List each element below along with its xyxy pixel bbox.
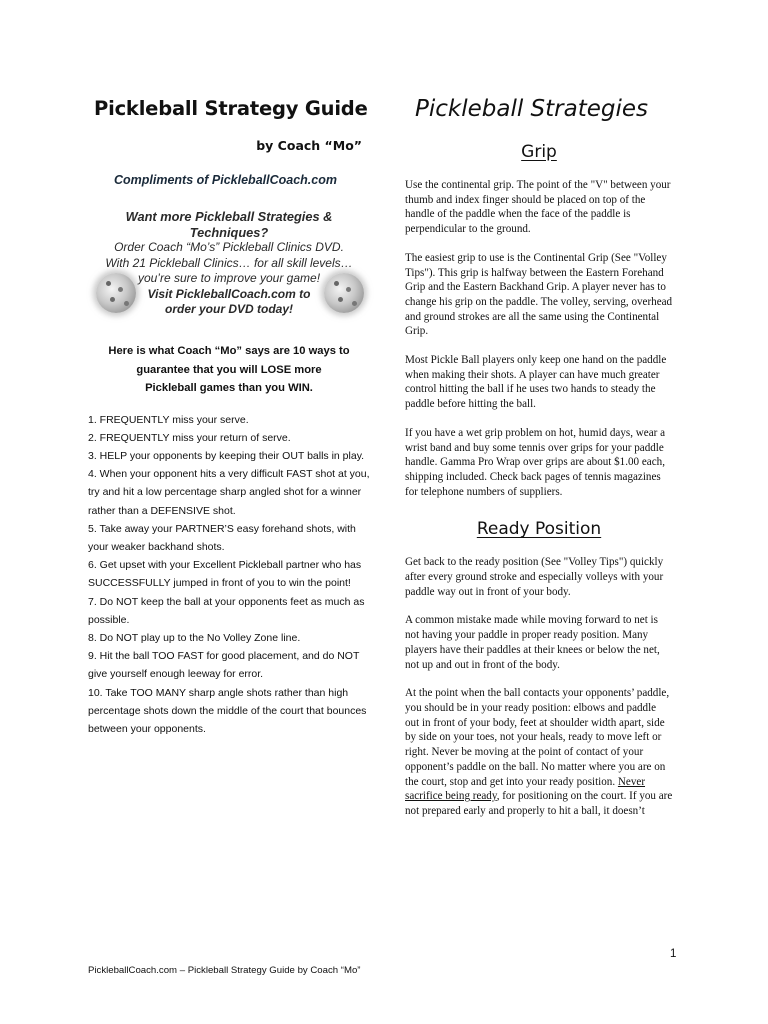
intro-line: guarantee that you will LOSE more [136,363,322,376]
grip-paragraph: If you have a wet grip problem on hot, humid days, wear a wrist band and buy some tennis over grips for your paddle handle. Gamma Pro Wrap over grips are about $1.00 each, shipping included. Check back pages of tennis magazines for telephone numbers of suppliers. [405,426,666,498]
list-item: 1. FREQUENTLY miss your serve. [88,413,249,426]
strategies-title: Pickleball Strategies [415,96,649,122]
ready-position-heading: Ready Position [476,519,602,540]
never-sacrifice-emphasis: Never sacrifice being ready [405,775,646,803]
promo-line: Want more Pickleball Strategies & Techniques? [125,209,333,240]
pickleball-ball-icon [96,273,136,313]
list-item: 7. Do NOT keep the ball at your opponents feet as much as possible. [88,595,365,626]
intro-line: Pickleball games than you WIN. [145,382,313,394]
grip-paragraph: The easiest grip to use is the Continental Grip (See "Volley Tips"). This grip is halfway between the Eastern Forehand Grip and the Eastern Backhand Grip. A player never has to change his grip on the paddle. The volley, serving, overhead and ground strokes are all the same using the Continental Grip. [405,251,673,338]
ten-ways-list [88,411,370,739]
right-column [405,92,673,819]
promo-line: Order Coach “Mo’s” Pickleball Clinics DVD. [114,240,344,254]
dvd-promo [88,209,370,319]
ready-text: , for positioning on the court. If you are not prepared early and properly to hit a ball, it doesn’t [405,790,673,817]
promo-line: With 21 Pickleball Clinics… for all skill levels… [105,255,353,270]
list-item: 10. Take TOO MANY sharp angle shots rather than high percentage shots down the middle of the court that bounces between your opponents. [88,686,367,735]
promo-line: order your DVD today! [164,302,293,316]
grip-paragraph: Use the continental grip. The point of the "V" between your thumb and index finger should be placed on top of the handle of the paddle when the face of the paddle is perpendicular to the ground. [405,179,671,236]
intro-line: Here is what Coach “Mo” says are 10 ways to [108,345,350,357]
grip-heading: Grip [521,142,557,162]
left-column [88,92,370,738]
pickleball-ball-icon [324,273,364,313]
compliments-line: Compliments of PickleballCoach.com [114,173,337,187]
ready-paragraph [405,686,673,818]
list-item: 4. When your opponent hits a very difficult FAST shot at you, try and hit a low percentage sharp angled shot for a winner rather than a DEFENSIVE shot. [88,468,370,517]
grip-paragraph: Most Pickle Ball players only keep one hand on the paddle when making their shots. A player can have much greater control hitting the ball if he uses two hands to steady the paddle before hitting the ball. [405,354,667,411]
ready-text: At the point when the ball contacts your opponents’ paddle, you should be in your ready position: elbows and paddle out in front of your body, feet at shoulder width apart, side by side on your toes, not your heals, ready to move left or right. Never be moving at the point of contact of your opponent’s paddle on the ball. No matter where you are on the court, stop and get into your ready position. [405,687,670,788]
promo-line: Visit PickleballCoach.com to [147,286,311,301]
list-item: 9. Hit the ball TOO FAST for good placement, and do NOT give yourself enough leeway for error. [88,650,360,681]
list-item: 2. FREQUENTLY miss your return of serve. [88,431,291,444]
promo-line: you’re sure to improve your game! [137,271,321,285]
list-item: 8. Do NOT play up to the No Volley Zone line. [88,631,301,644]
ten-ways-intro [88,342,370,398]
list-item: 6. Get upset with your Excellent Pickleball partner who has SUCCESSFULLY jumped in front of you to win the point! [88,559,362,590]
list-item: 5. Take away your PARTNER’S easy forehand shots, with your weaker backhand shots. [88,522,356,553]
page-number: 1 [670,948,677,960]
ready-paragraph: A common mistake made while moving forward to net is not having your paddle in proper ready position. Many players have their paddles at their knees or below the net, not up and out in front of the body. [405,614,660,671]
page-footer: PickleballCoach.com – Pickleball Strategy Guide by Coach “Mo” [88,965,361,976]
ready-paragraph: Get back to the ready position (See "Volley Tips") quickly after every ground stroke and especially volleys with your paddle way out in front of your body. [405,556,664,598]
guide-title: Pickleball Strategy Guide [94,97,368,120]
guide-author: by Coach “Mo” [256,138,362,153]
list-item: 3. HELP your opponents by keeping their OUT balls in play. [88,449,365,462]
